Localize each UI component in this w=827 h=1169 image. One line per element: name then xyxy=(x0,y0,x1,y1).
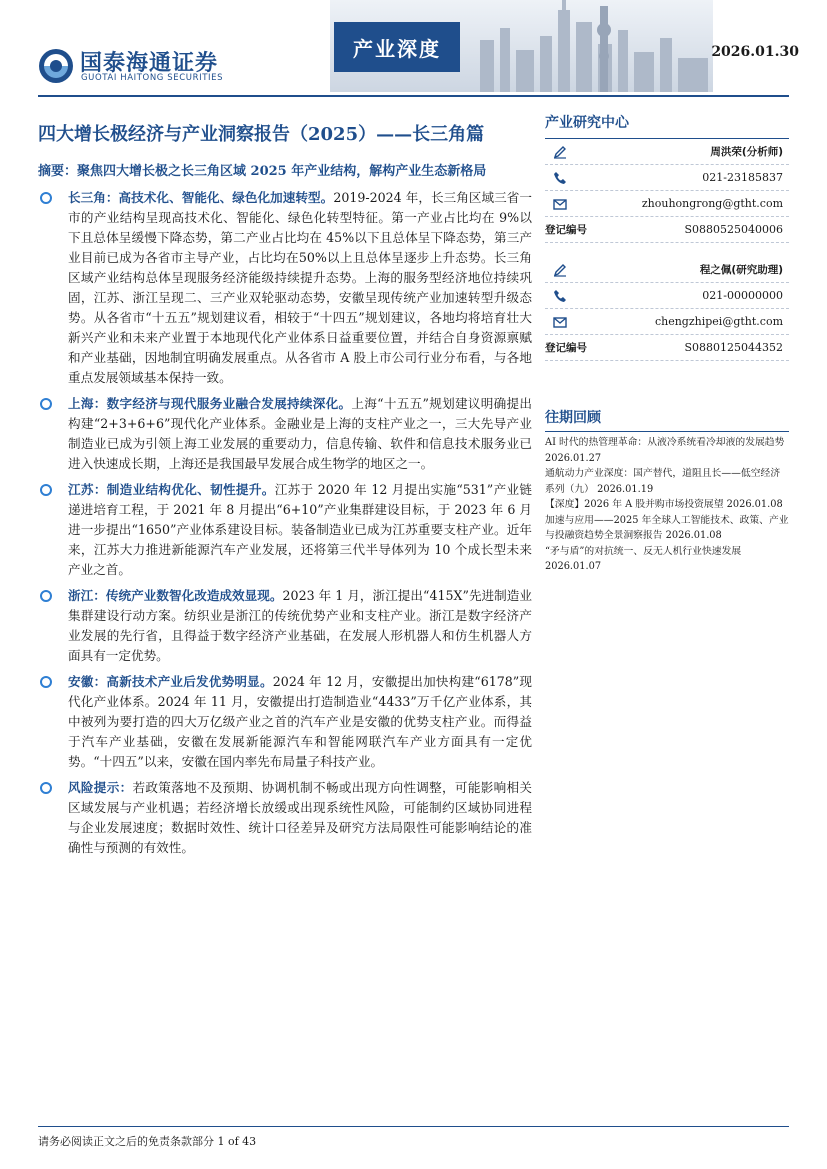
bullet-icon xyxy=(40,590,52,602)
analyst-name-row xyxy=(545,139,789,165)
company-logo-icon xyxy=(38,48,74,84)
bullet-icon xyxy=(40,398,52,410)
paragraph-lead: 浙江：传统产业数智化改造成效显现。 xyxy=(68,588,283,603)
page-header xyxy=(0,0,827,98)
analyst-name: 周洪荣(分析师) xyxy=(710,146,783,158)
footer-divider xyxy=(38,1126,789,1127)
paragraph-lead: 安徽：高新技术产业后发优势明显。 xyxy=(68,674,273,689)
paragraph-text: 江苏于 2020 年 12 月提出实施“531”产业链递进培育工程，于 2021 年 8 月提出“6+10”产业集群建设目标，于 2023 年 6 月进一步提出“1650”产业体系建设目标。装备制造业已成为江苏重要支柱产业。近年来，江苏大力推进新能源汽车产业发展，还将第三代半导体列为 10 个成长型未来产业之首。 xyxy=(68,482,532,577)
pen-icon xyxy=(553,263,567,277)
email-icon xyxy=(553,315,567,329)
page-footer: 请务必阅读正文之后的免责条款部分 1 of 43 xyxy=(38,1135,257,1148)
analyst-email-row xyxy=(545,309,789,335)
analyst-card xyxy=(545,257,789,361)
past-report-item[interactable]: 【深度】2026 年 A 股并购市场投资展望 2026.01.08 xyxy=(545,499,783,510)
past-reports-title: 往期回顾 xyxy=(545,407,789,432)
paragraph-text: 上海“十五五”规划建议明确提出构建“2+3+6+6”现代化产业体系。金融业是上海的支柱产业之一，三大先导产业制造业已成为引领上海工业发展的重要动力，信息传输、软件和信息技术服务业已进入快速成长期，上海还是我国最早发展合成生物学的地区之一。 xyxy=(68,396,532,471)
past-report-item[interactable]: AI 时代的热管理革命：从液冷系统看冷却液的发展趋势 2026.01.27 xyxy=(545,437,785,464)
paragraph-lead: 风险提示： xyxy=(68,780,133,795)
report-abstract: 摘要：聚焦四大增长极之长三角区域 2025 年产业结构，解构产业生态新格局 xyxy=(38,164,487,179)
paragraph-anhui xyxy=(38,672,532,772)
paragraph-text: 2023 年 1 月，浙江提出“415X”先进制造业集群建设行动方案。纺织业是浙江的传统优势产业和支柱产业。浙江是数字经济产业发展的先行省，且得益于数字经济产业基础，在发展人形机器人和仿生机器人方面具有一定优势。 xyxy=(68,588,533,663)
analyst-email[interactable]: chengzhipei@gtht.com xyxy=(654,315,783,328)
report-type-badge: 产业深度 xyxy=(334,22,460,72)
sidebar xyxy=(545,112,789,575)
bullet-icon xyxy=(40,484,52,496)
past-reports-list xyxy=(545,435,789,575)
paragraph-lead: 长三角：高技术化、智能化、绿色化加速转型。 xyxy=(68,190,334,205)
analyst-phone-row xyxy=(545,283,789,309)
analyst-card xyxy=(545,139,789,243)
past-report-item[interactable]: 通航动力产业深度：国产替代，道阻且长——低空经济系列（九） 2026.01.19 xyxy=(545,468,781,495)
bullet-icon xyxy=(40,676,52,688)
past-report-item[interactable]: 加速与应用——2025 年全球人工智能技术、政策、产业与投融资趋势全景洞察报告 2026.01.08 xyxy=(545,514,789,541)
analyst-email[interactable]: zhouhongrong@gtht.com xyxy=(641,197,783,210)
analyst-phone: 021-23185837 xyxy=(702,171,783,184)
paragraph-text: 若政策落地不及预期、协调机制不畅或出现方向性调整，可能影响相关区域发展与产业机遇；若经济增长放缓或出现系统性风险，可能制约区域协同进程与企业发展速度；数据时效性、统计口径差异及研究方法局限性可能影响结论的准确性与预测的有效性。 xyxy=(68,780,533,855)
past-report-item[interactable]: “矛与盾”的对抗统一、反无人机行业快速发展 2026.01.07 xyxy=(545,545,742,572)
paragraph-lead: 江苏：制造业结构优化、韧性提升。 xyxy=(68,482,275,497)
header-divider xyxy=(38,95,789,97)
reg-number: S0880525040006 xyxy=(684,223,783,236)
bullet-icon xyxy=(40,782,52,794)
paragraph-lead: 上海：数字经济与现代服务业融合发展持续深化。 xyxy=(68,396,352,411)
paragraph-yangtze-delta xyxy=(38,188,532,388)
reg-label: 登记编号 xyxy=(545,342,587,354)
pen-icon xyxy=(553,145,567,159)
analyst-reg-row xyxy=(545,335,789,361)
report-body xyxy=(38,188,532,864)
reg-label: 登记编号 xyxy=(545,224,587,236)
paragraph-shanghai xyxy=(38,394,532,474)
report-date: 2026.01.30 xyxy=(711,44,799,60)
company-name: 国泰海通证券 xyxy=(80,51,219,76)
company-name-en: GUOTAI HAITONG SECURITIES xyxy=(81,73,224,83)
analyst-name: 程之佩(研究助理) xyxy=(699,264,783,276)
paragraph-text: 2019-2024 年，长三角区域三省一市的产业结构呈现高技术化、智能化、绿色化转型特征。第一产业占比均在 9%以下且总体呈缓慢下降态势，第二产业占比均在 45%以下且总体呈下降态势，第三产业目前已成为各省市主导产业，占比均在50%以上且总体呈逐步上升态势。长三角区域产业结构总体呈现服务经济能级持续提升态势。上海的服务型经济地位持续巩固，江苏、浙江呈现二、三产业双轮驱动态势，安徽呈现传统产业加速转型升级态势。从各省市“十五五”规划建议看，相较于“十四五”规划建议，各地均将培育壮大新兴产业和未来产业置于本地现代化产业体系日益重要位置，并结合自身资源禀赋和产业基础，因地制宜明确发展重点。从各省市 A 股上市公司行业分布看，与各地重点发展领域基本保持一致。 xyxy=(68,190,533,385)
phone-icon xyxy=(553,289,567,303)
paragraph-risk xyxy=(38,778,532,858)
analyst-reg-row xyxy=(545,217,789,243)
phone-icon xyxy=(553,171,567,185)
analyst-email-row xyxy=(545,191,789,217)
paragraph-zhejiang xyxy=(38,586,532,666)
analyst-phone-row xyxy=(545,165,789,191)
email-icon xyxy=(553,197,567,211)
paragraph-jiangsu xyxy=(38,480,532,580)
analyst-name-row xyxy=(545,257,789,283)
sidebar-title: 产业研究中心 xyxy=(545,112,789,139)
report-title: 四大增长极经济与产业洞察报告（2025）——长三角篇 xyxy=(38,124,485,145)
bullet-icon xyxy=(40,192,52,204)
paragraph-text: 2024 年 12 月，安徽提出加快构建“6178”现代化产业体系。2024 年 11 月，安徽提出打造制造业“4433”万千亿产业体系，其中被列为要打造的四大万亿级产业之首的汽车产业是安徽的优势支柱产业。而得益于汽车产业基础，安徽在发展新能源汽车和智能网联汽车产业方面具有一定优势。“十四五”以来，安徽在国内率先布局量子科技产业。 xyxy=(68,674,533,769)
reg-number: S0880125044352 xyxy=(684,341,783,354)
analyst-phone: 021-00000000 xyxy=(702,289,783,302)
